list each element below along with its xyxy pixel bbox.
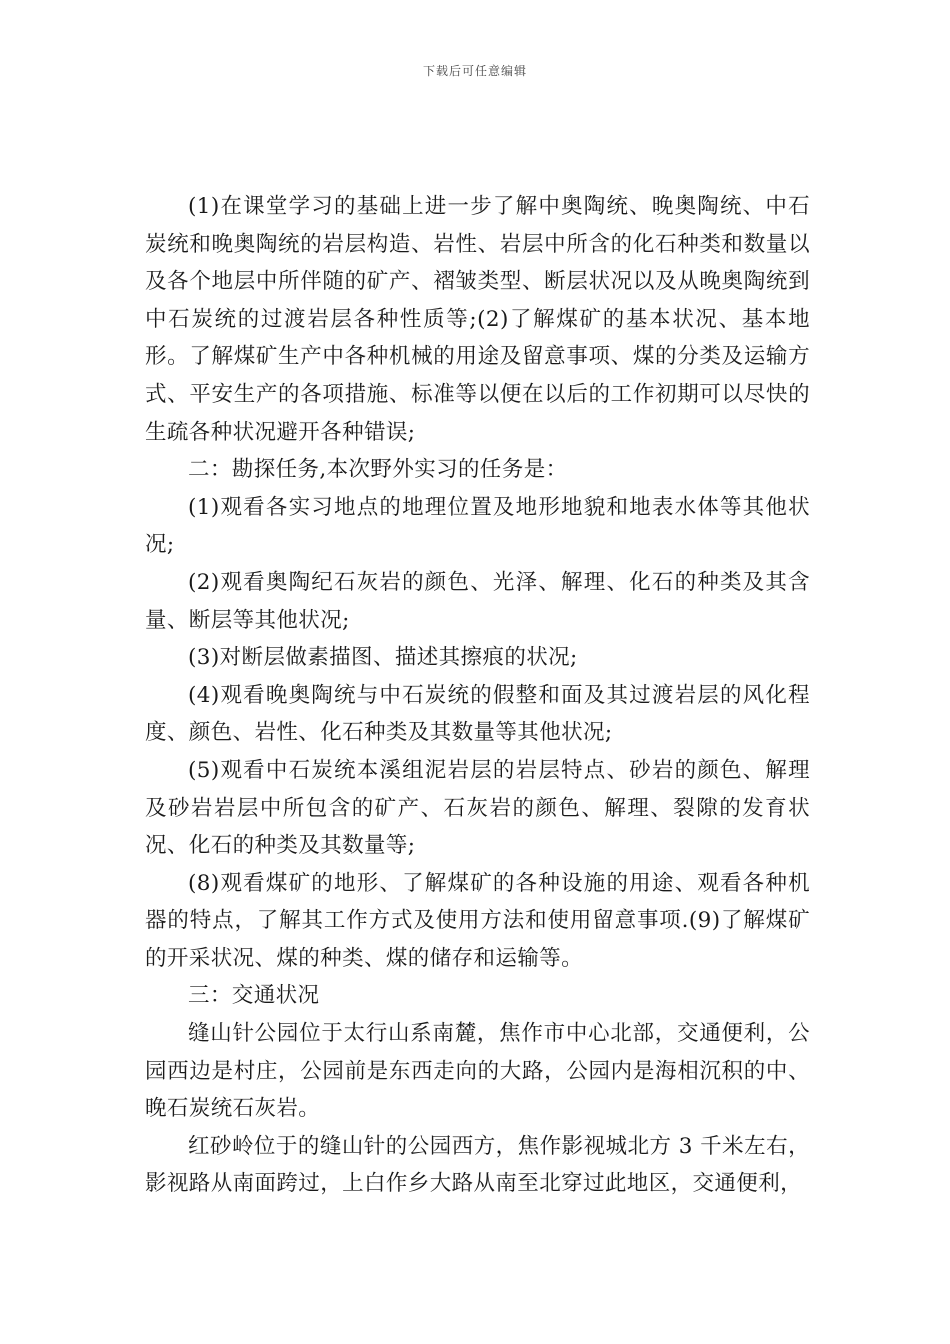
task-item-4: (4)观看晚奥陶统与中石炭统的假整和面及其过渡岩层的风化程度、颜色、岩性、化石种类及其数量等其他状况; <box>145 682 810 746</box>
task-item-3: (3)对断层做素描图、描述其擦痕的状况; <box>188 645 578 671</box>
document-body <box>145 188 810 1203</box>
heading-traffic: 三：交通状况 <box>188 983 320 1009</box>
task-item-1: (1)观看各实习地点的地理位置及地形地貌和地表水体等其他状况; <box>145 494 810 558</box>
task-item-2: (2)观看奥陶纪石灰岩的颜色、光泽、解理、化石的种类及其含量、断层等其他状况; <box>145 569 810 633</box>
task-item-5: (5)观看中石炭统本溪组泥岩层的岩层特点、砂岩的颜色、解理及砂岩岩层中所包含的矿产、石灰岩的颜色、解理、裂隙的发育状况、化石的种类及其数量等; <box>145 757 810 859</box>
paragraph-hongshaling: 红砂岭位于的缝山针的公园西方，焦作影视城北方 3 千米左右，影视路从南面跨过，上白作乡大路从南至北穿过此地区，交通便利， <box>145 1133 810 1197</box>
heading-exploration-task: 二：勘探任务,本次野外实习的任务是： <box>188 457 568 483</box>
page-header: 下载后可任意编辑 <box>422 64 527 78</box>
paragraph-objectives: (1)在课堂学习的基础上进一步了解中奥陶统、晚奥陶统、中石炭统和晚奥陶统的岩层构造、岩性、岩层中所含的化石种类和数量以及各个地层中所伴随的矿产、褶皱类型、断层状况以及从晚奥陶统到中石炭统的过渡岩层各种性质等;(2)了解煤矿的基本状况、基本地形。了解煤矿生产中各种机械的用途及留意事项、煤的分类及运输方式、平安生产的各项措施、标准等以便在以后的工作初期可以尽快的生疏各种状况避开各种错误; <box>145 194 810 445</box>
paragraph-fengshanzhen-park: 缝山针公园位于太行山系南麓，焦作市中心北部，交通便利，公园西边是村庄，公园前是东西走向的大路，公园内是海相沉积的中、晚石炭统石灰岩。 <box>145 1021 810 1122</box>
task-item-8-9: (8)观看煤矿的地形、了解煤矿的各种设施的用途、观看各种机器的特点，了解其工作方式及使用方法和使用留意事项.(9)了解煤矿的开采状况、煤的种类、煤的储存和运输等。 <box>145 870 810 971</box>
